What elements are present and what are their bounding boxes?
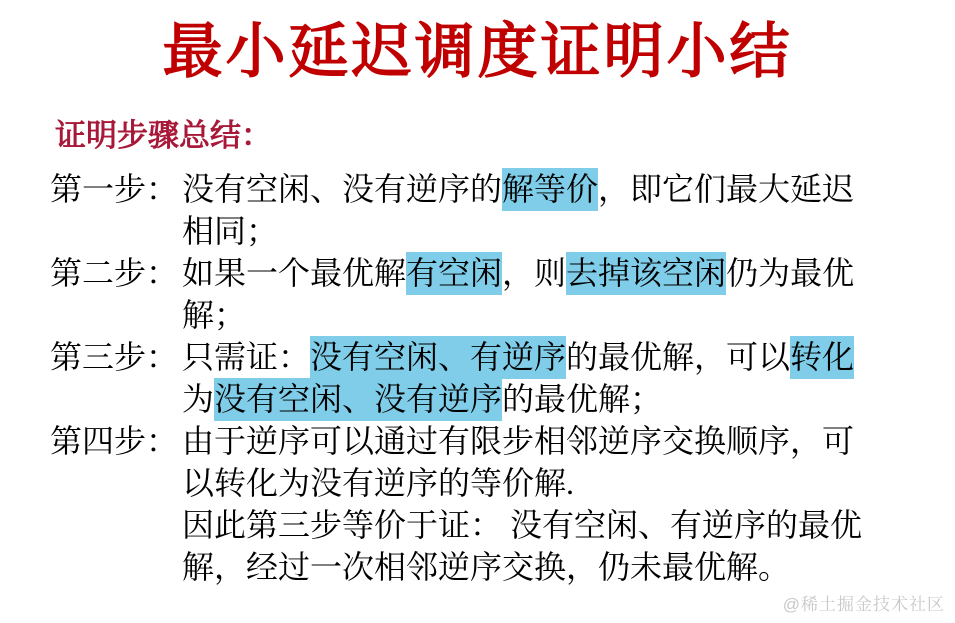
text-line <box>182 462 930 504</box>
plain-text: 只需证： <box>182 339 311 375</box>
text-line <box>182 252 930 294</box>
plain-text: ，则 <box>502 255 567 291</box>
plain-text: 以转化为没有逆序的等价解. <box>182 465 575 501</box>
highlighted-text: 转化 <box>790 336 854 379</box>
step-body <box>182 252 930 336</box>
step-label: 第二步： <box>50 255 179 291</box>
highlighted-text: 没有空闲、没有逆序 <box>214 378 502 421</box>
proof-step <box>50 252 930 336</box>
step-label: 第一步： <box>50 171 179 207</box>
proof-step <box>50 336 930 420</box>
step-body <box>182 420 930 588</box>
plain-text: 仍为最优 <box>726 255 855 291</box>
plain-text: 的最优解； <box>502 381 663 417</box>
plain-text: 由于逆序可以通过有限步相邻逆序交换顺序，可 <box>182 423 855 459</box>
highlighted-text: 去掉该空闲 <box>566 252 726 295</box>
text-line <box>182 546 930 588</box>
text-line <box>182 168 930 210</box>
step-body <box>182 336 930 420</box>
plain-text: 没有空闲、没有逆序的 <box>182 171 503 207</box>
slide-title: 最小延迟调度证明小结 <box>162 19 793 85</box>
text-line <box>182 336 930 378</box>
text-line <box>182 420 930 462</box>
text-line <box>182 294 930 336</box>
highlighted-text: 没有空闲、有逆序 <box>310 336 566 379</box>
proof-step <box>50 420 930 588</box>
section-heading: 证明步骤总结： <box>55 118 272 153</box>
plain-text: 为 <box>182 381 215 417</box>
step-label: 第三步： <box>50 339 179 375</box>
text-line <box>182 504 930 546</box>
plain-text: 的最优解，可以 <box>566 339 791 375</box>
plain-text: 解，经过一次相邻逆序交换，仍未最优解。 <box>182 549 791 585</box>
text-line <box>182 378 930 420</box>
step-body <box>182 168 930 252</box>
plain-text: 解； <box>182 297 247 333</box>
highlighted-text: 有空闲 <box>406 252 502 295</box>
proof-step <box>50 168 930 252</box>
plain-text: ，即它们最大延迟 <box>598 171 855 207</box>
text-line <box>182 210 930 252</box>
plain-text: 如果一个最优解 <box>182 255 407 291</box>
plain-text: 因此第三步等价于证： 没有空闲、有逆序的最优 <box>182 507 863 543</box>
highlighted-text: 解等价 <box>502 168 598 211</box>
watermark: @稀土掘金技术社区 <box>782 595 945 614</box>
step-label: 第四步： <box>50 423 179 459</box>
proof-steps <box>50 168 930 588</box>
plain-text: 相同； <box>182 213 279 249</box>
